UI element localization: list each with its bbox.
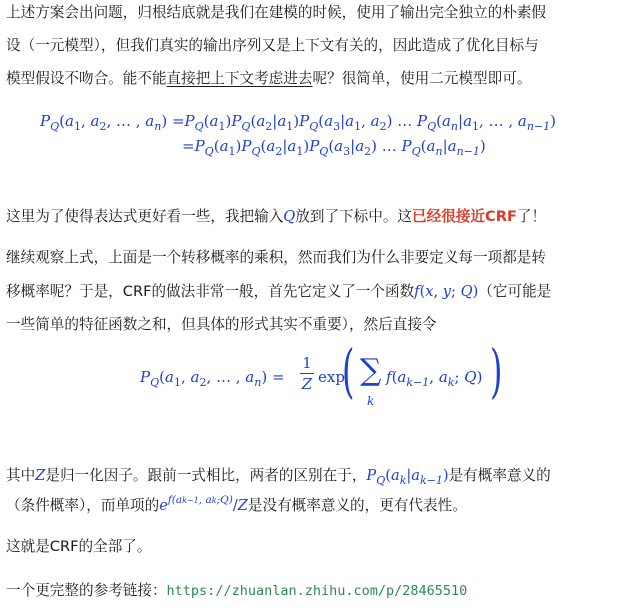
highlight-text: 已经很接近CRF — [412, 208, 517, 225]
paragraph-5: 这就是CRF的全部了。 — [6, 538, 152, 555]
paragraph-3-line-2 — [6, 282, 551, 302]
paragraph-2 — [6, 207, 546, 227]
right-big-paren: ) — [490, 337, 503, 405]
fraction-one-over-z: 1 Z — [301, 354, 313, 393]
sum-symbol: ∑ — [360, 353, 382, 388]
paragraph-4-text: 其中 — [6, 467, 36, 484]
paragraph-3-text: 移概率呢？于是，CRF的做法非常一般，首先它定义了一个函数 — [6, 283, 415, 300]
paragraph-1-text-end: 呢？很简单，使用二元模型即可。 — [312, 70, 532, 87]
variable-q: Q — [283, 208, 296, 225]
equation-bigram-line-1: $P_Q(a_1$, $a_2$, … , $a_n) =P_Q(a_1)P_Q(a_2|a_1)P_Q(a_3|a_1$, $a_2$) … $P_Q(a_n|a_1$, … , $a_{n-1}$) — [40, 112, 556, 133]
paragraph-1-text: 模型假设不吻合。能不能 — [6, 70, 167, 87]
underlined-phrase: 直接把上下文考虑进去 — [166, 70, 313, 87]
reference-link[interactable]: https://zhuanlan.zhihu.com/p/28465510 — [166, 583, 468, 599]
equation-crf-lhs: $P_Q(a_1$, $a_2$, … , $a_n$) = — [140, 368, 285, 389]
paragraph-3-line-1: 继续观察上式，上面是一个转移概率的乘积，然而我们为什么非要定义每一项都是转 — [6, 249, 546, 266]
paragraph-4-text-end: 是有概率意义的 — [448, 467, 551, 484]
paragraph-1-line-1: 上述方案会出问题，归根结底就是我们在建模的时候，使用了输出完全独立的朴素假 — [6, 4, 546, 21]
paragraph-4-text-2: （条件概率），而单项的 — [6, 497, 160, 514]
equation-crf-sum-term: $f(a_{k-1}$, $a_k$; Q) — [386, 368, 483, 389]
reference-label: 一个更完整的参考链接： — [6, 582, 167, 599]
paragraph-2-text-end: 了！ — [516, 208, 547, 225]
paragraph-3-text-end: （它可能是 — [478, 283, 552, 300]
variable-z: Z — [35, 467, 46, 484]
paragraph-4-text-end-2: 是没有概率意义的，更有代表性。 — [247, 497, 467, 514]
sum-index-k: k — [367, 394, 375, 408]
exp-function: exp — [318, 368, 345, 386]
paragraph-2-text-mid: 放到了下标中。这 — [295, 208, 413, 225]
paragraph-2-text: 这里为了使得表达式更好看一些，我把输入 — [6, 208, 284, 225]
paragraph-3-line-3: 一些简单的特征函数之和，但具体的形式其实不重要），然后直接令 — [6, 316, 437, 333]
paragraph-1-line-2: 设（一元模型），但我们真实的输出序列又是上下文有关的，因此造成了优化目标与 — [6, 37, 539, 54]
conditional-probability-term: $P_Q(a_k|a_{k-1})$ — [366, 467, 449, 487]
exp-single-term: $e^{f(ak-1, ak;Q)}/Z$ — [159, 494, 248, 514]
left-big-paren: ( — [342, 337, 355, 405]
paragraph-4-line-2 — [6, 496, 467, 518]
paragraph-6 — [6, 581, 467, 601]
function-f: f(x, y; Q) — [414, 283, 479, 300]
equation-bigram-line-2: $=P_Q(a_1)P_Q(a_2|a_1)P_Q(a_3|a_2)$ … $P_Q(a_n|a_{n-1})$ — [182, 137, 486, 158]
paragraph-4-text-mid: 是归一化因子。跟前一式相比，两者的区别在于， — [45, 467, 367, 484]
paragraph-1-line-3 — [6, 69, 531, 89]
equation-crf — [140, 337, 520, 420]
paragraph-4-line-1 — [6, 466, 551, 487]
